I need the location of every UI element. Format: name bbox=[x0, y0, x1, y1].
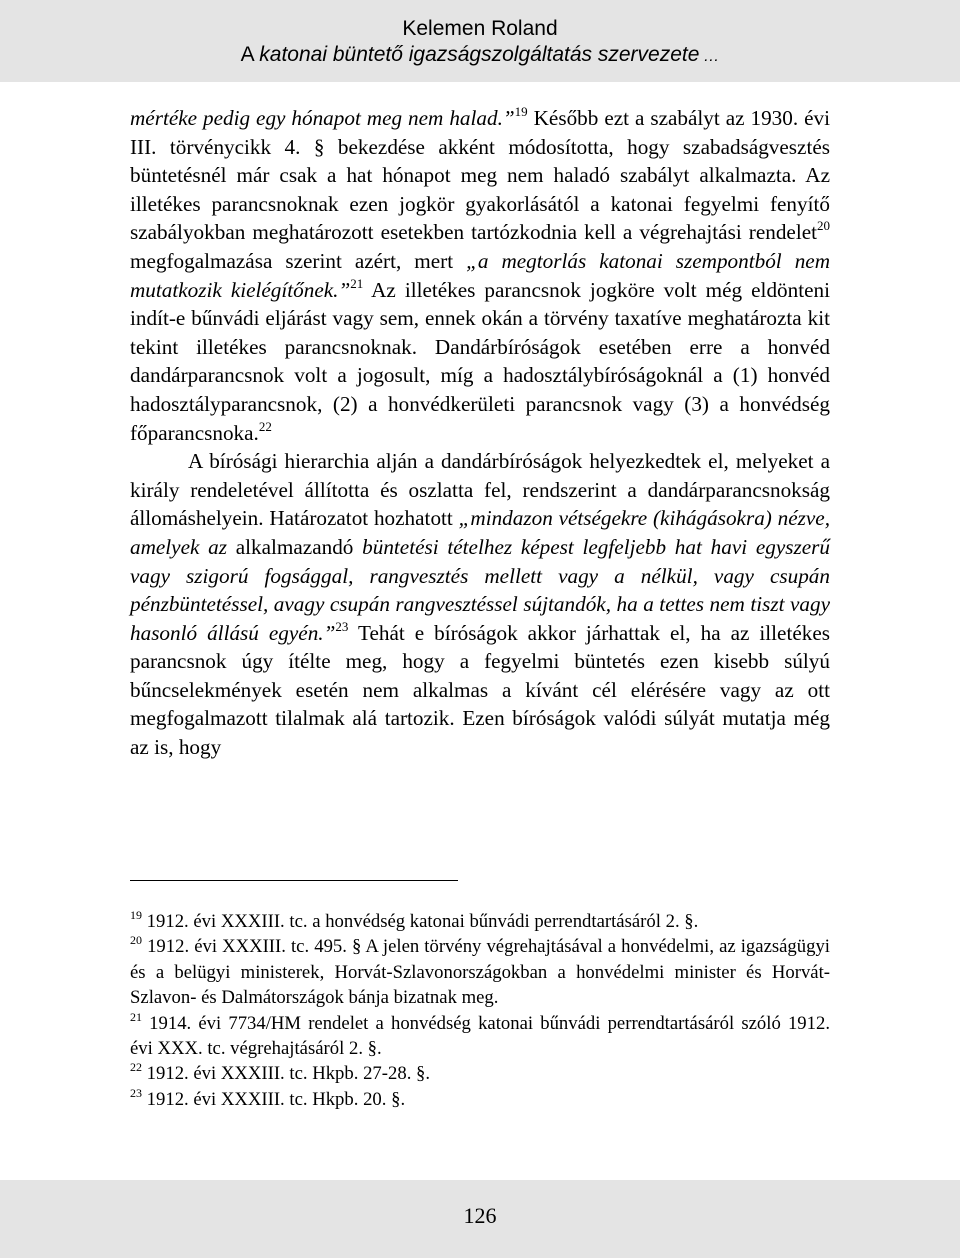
footnote-ref-23: 23 bbox=[335, 618, 349, 634]
footnote-text: 1912. évi XXXIII. tc. 495. § A jelen törvény végrehajtásával a honvédelmi, az igazságügyi és a belügyi ministerek, Horvát-Szlavonországokban a honvédelmi minister és Horvát-Szlavon- és Dalmátországok bánja bizatnak meg. bbox=[130, 936, 830, 1009]
footnote-text: 1912. évi XXXIII. tc. Hkpb. 20. §. bbox=[142, 1088, 406, 1110]
footnote-number: 22 bbox=[130, 1060, 142, 1075]
page-number: 126 bbox=[463, 1203, 497, 1228]
footnote-text: 1912. évi XXXIII. tc. a honvédség katonai bűnvádi perrendtartásáról 2. §. bbox=[142, 911, 699, 932]
footnote-number: 23 bbox=[130, 1085, 142, 1100]
quote-end: mértéke pedig egy hónapot meg nem halad.” bbox=[130, 106, 515, 130]
footnote-ref-22: 22 bbox=[258, 418, 272, 434]
running-header bbox=[0, 0, 960, 82]
quote-vetsegek-upright: alkalmazandó bbox=[235, 534, 354, 559]
footnote-text: 1914. évi 7734/HM rendelet a honvédség katonai bűnvádi perrendtartásáról szóló 1912. évi XXX. tc. végrehajtásáról 2. §. bbox=[130, 1012, 830, 1060]
footnote-22 bbox=[130, 1061, 830, 1086]
paragraph-2-text-b: Tehát e bíróságok akkor járhattak el, ha az illetékes parancsnok úgy ítélte meg, hogy a fegyelmi büntetés ezen kisebb súlyú bűncselekmények esetén nem alkalmas a kívánt cél elérésére vagy az ott megfogalmazott tilalmak alá tartozik. Ezen bíróságok valódi súlyát mutatja még az is, hogy bbox=[130, 620, 830, 760]
paragraph-1-text-b: megfogalmazása szerint azért, mert bbox=[130, 248, 467, 273]
footnote-19 bbox=[130, 909, 830, 934]
paragraph-1 bbox=[130, 104, 830, 447]
quote-vetsegek-a: „mindazon vétségekre (kihágásokra) nézve, amelyek az bbox=[130, 506, 830, 559]
footnote-number: 20 bbox=[130, 933, 142, 948]
main-text bbox=[130, 104, 830, 762]
footnote-ref-19: 19 bbox=[514, 104, 528, 119]
footnotes bbox=[130, 909, 830, 1112]
paragraph-2 bbox=[130, 447, 830, 762]
footnote-ref-20: 20 bbox=[817, 218, 830, 234]
quote-megtorlas: „a megtorlás katonai szempontból nem mutatkozik kielégítőnek.” bbox=[130, 248, 830, 302]
header-subtitle-prefix: A bbox=[240, 43, 260, 66]
footnote-ref-21: 21 bbox=[350, 275, 364, 291]
footnote-21 bbox=[130, 1011, 830, 1062]
paragraph-1-text-a: Később ezt a szabályt az 1930. évi III. törvénycikk 4. § bekezdése akként módosította, hogy szabadságvesztés büntetésnél már csak a hat hónapot meg nem haladó szabályt alkalmazta. Az illetékes parancsnoknak ezen jogkör gyakorlásától a katonai fegyelmi fenyítő szabályokban meghatározott esetekben tartózkodnia kell a végrehajtási rendelet bbox=[130, 106, 830, 245]
footnote-number: 21 bbox=[130, 1009, 142, 1024]
quote-vetsegek-b: büntetési tételhez képest legfeljebb hat havi egyszerű vagy szigorú fogsággal, rangvesztés mellett vagy a nélkül, vagy csupán pénzbüntetéssel, avagy csupán rangvesztéssel sújtandók, ha a tettes nem tiszt vagy hasonló állású egyén.” bbox=[130, 534, 830, 645]
header-author: Kelemen Roland bbox=[402, 17, 558, 40]
footnote-text: 1912. évi XXXIII. tc. Hkpb. 27-28. §. bbox=[142, 1063, 431, 1085]
paragraph-1-text-c: Az illetékes parancsnok jogköre volt még eldönteni indít-e bűnvádi eljárást vagy sem, ennek okán a törvény taxatíve meghatározta kit tekint illetékes parancsnoknak. Dandárbíróságok esetében erre a honvéd dandárparancsnok volt a jogosult, míg a hadosztálybíróságoknál a (1) honvéd hadosztályparancsnok, (2) a honvédkerületi parancsnok vagy (3) a honvédség főparancsnoka. bbox=[130, 277, 830, 445]
header-subtitle bbox=[0, 42, 960, 70]
page-footer bbox=[0, 1180, 960, 1258]
footnote-23 bbox=[130, 1087, 830, 1112]
footnote-20 bbox=[130, 934, 830, 1010]
header-subtitle-ellipsis: … bbox=[703, 48, 720, 65]
footnote-number: 19 bbox=[130, 908, 142, 922]
footnote-separator bbox=[130, 880, 458, 881]
header-subtitle-title: katonai büntető igazságszolgáltatás szervezete bbox=[259, 43, 700, 66]
paragraph-2-text-a: A bírósági hierarchia alján a dandárbíróságok helyezkedtek el, melyeket a király rendeletével állította és oszlatta fel, rendszerint a dandárparancsnokság állomáshelyein. Határozatot hozhatott bbox=[130, 449, 830, 531]
